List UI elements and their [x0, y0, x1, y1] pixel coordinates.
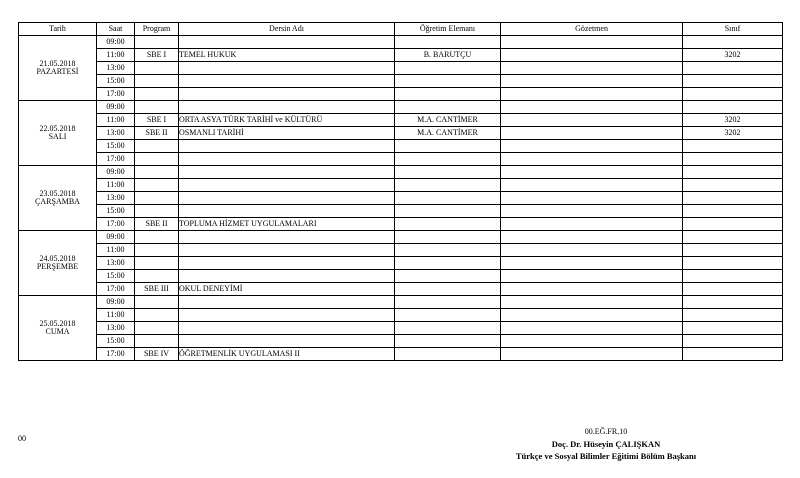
cell-ogretim-elemani [395, 322, 501, 335]
header-row [19, 23, 783, 36]
cell-gozetmen [501, 309, 683, 322]
tarih-date: 23.05.2018 [39, 189, 76, 198]
cell-program [135, 309, 179, 322]
cell-sinif [683, 88, 783, 101]
cell-ogretim-elemani [395, 270, 501, 283]
cell-ogretim-elemani: M.A. CANTİMER [395, 127, 501, 140]
cell-saat: 13:00 [97, 62, 135, 75]
cell-sinif [683, 36, 783, 49]
cell-saat: 17:00 [97, 283, 135, 296]
column-header-saat: Saat [97, 23, 135, 36]
table-row [19, 153, 783, 166]
cell-ogretim-elemani [395, 88, 501, 101]
cell-program [135, 140, 179, 153]
table-row [19, 101, 783, 114]
cell-gozetmen [501, 140, 683, 153]
cell-program [135, 62, 179, 75]
cell-dersin-adi [179, 231, 395, 244]
cell-sinif [683, 244, 783, 257]
cell-ogretim-elemani: B. BARUTÇU [395, 49, 501, 62]
cell-sinif [683, 283, 783, 296]
cell-dersin-adi [179, 244, 395, 257]
table-row [19, 62, 783, 75]
cell-gozetmen [501, 296, 683, 309]
column-header-program: Program [135, 23, 179, 36]
footer-signer-title: Türkçe ve Sosyal Bilimler Eğitimi Bölüm Başkanı [515, 450, 697, 461]
cell-tarih [19, 166, 97, 231]
cell-sinif [683, 270, 783, 283]
cell-dersin-adi [179, 179, 395, 192]
cell-sinif [683, 231, 783, 244]
cell-dersin-adi [179, 88, 395, 101]
cell-ogretim-elemani [395, 335, 501, 348]
cell-saat: 13:00 [97, 127, 135, 140]
column-header-sinif: Sınıf [683, 23, 783, 36]
table-row [19, 114, 783, 127]
cell-dersin-adi [179, 257, 395, 270]
table-row [19, 257, 783, 270]
cell-ogretim-elemani [395, 348, 501, 361]
cell-dersin-adi: ÖĞRETMENLİK UYGULAMASI II [179, 348, 395, 361]
table-row [19, 127, 783, 140]
cell-program [135, 322, 179, 335]
cell-gozetmen [501, 283, 683, 296]
cell-tarih [19, 36, 97, 101]
cell-program: SBE IV [135, 348, 179, 361]
cell-ogretim-elemani [395, 101, 501, 114]
cell-ogretim-elemani [395, 257, 501, 270]
table-row [19, 348, 783, 361]
cell-gozetmen [501, 101, 683, 114]
cell-sinif [683, 257, 783, 270]
cell-saat: 15:00 [97, 205, 135, 218]
cell-program: SBE I [135, 49, 179, 62]
cell-tarih [19, 231, 97, 296]
cell-sinif [683, 218, 783, 231]
cell-gozetmen [501, 322, 683, 335]
cell-gozetmen [501, 36, 683, 49]
tarih-day: PERŞEMBE [36, 262, 79, 271]
cell-ogretim-elemani: M.A. CANTİMER [395, 114, 501, 127]
cell-gozetmen [501, 335, 683, 348]
cell-ogretim-elemani [395, 179, 501, 192]
cell-dersin-adi [179, 166, 395, 179]
cell-ogretim-elemani [395, 153, 501, 166]
cell-gozetmen [501, 75, 683, 88]
cell-saat: 09:00 [97, 101, 135, 114]
cell-dersin-adi [179, 62, 395, 75]
cell-saat: 11:00 [97, 244, 135, 257]
cell-dersin-adi [179, 309, 395, 322]
cell-gozetmen [501, 231, 683, 244]
table-row [19, 205, 783, 218]
cell-saat: 13:00 [97, 322, 135, 335]
cell-gozetmen [501, 153, 683, 166]
cell-dersin-adi [179, 296, 395, 309]
cell-ogretim-elemani [395, 244, 501, 257]
cell-gozetmen [501, 166, 683, 179]
cell-program [135, 205, 179, 218]
cell-sinif [683, 296, 783, 309]
cell-dersin-adi: ORTA ASYA TÜRK TARİHİ ve KÜLTÜRÜ [179, 114, 395, 127]
cell-tarih [19, 101, 97, 166]
cell-program [135, 231, 179, 244]
cell-sinif [683, 192, 783, 205]
cell-saat: 09:00 [97, 166, 135, 179]
cell-saat: 13:00 [97, 192, 135, 205]
cell-program: SBE II [135, 218, 179, 231]
column-header-tarih: Tarih [19, 23, 97, 36]
table-row [19, 36, 783, 49]
cell-ogretim-elemani [395, 309, 501, 322]
cell-gozetmen [501, 244, 683, 257]
footer-page-mark: 00 [18, 434, 26, 443]
cell-program: SBE II [135, 127, 179, 140]
table-row [19, 218, 783, 231]
cell-saat: 15:00 [97, 140, 135, 153]
cell-program [135, 335, 179, 348]
cell-gozetmen [501, 348, 683, 361]
cell-saat: 17:00 [97, 88, 135, 101]
cell-sinif: 3202 [683, 127, 783, 140]
cell-saat: 09:00 [97, 36, 135, 49]
cell-program: SBE III [135, 283, 179, 296]
table-row [19, 335, 783, 348]
tarih-day: CUMA [45, 327, 70, 336]
table-row [19, 166, 783, 179]
cell-ogretim-elemani [395, 283, 501, 296]
cell-program: SBE I [135, 114, 179, 127]
cell-program [135, 257, 179, 270]
cell-tarih [19, 296, 97, 361]
cell-program [135, 166, 179, 179]
cell-sinif [683, 101, 783, 114]
cell-saat: 13:00 [97, 257, 135, 270]
cell-sinif [683, 62, 783, 75]
tarih-day: ÇARŞAMBA [35, 197, 80, 206]
cell-dersin-adi [179, 335, 395, 348]
cell-saat: 11:00 [97, 49, 135, 62]
table-body [19, 36, 783, 361]
cell-dersin-adi [179, 75, 395, 88]
cell-sinif [683, 166, 783, 179]
cell-dersin-adi: OSMANLI TARİHİ [179, 127, 395, 140]
table-row [19, 296, 783, 309]
table-row [19, 75, 783, 88]
cell-sinif: 3202 [683, 49, 783, 62]
column-header-gozetmen: Gözetmen [501, 23, 683, 36]
footer-signer-name: Doç. Dr. Hüseyin ÇALIŞKAN [551, 438, 661, 449]
cell-dersin-adi [179, 270, 395, 283]
cell-ogretim-elemani [395, 296, 501, 309]
table-row [19, 244, 783, 257]
cell-gozetmen [501, 192, 683, 205]
cell-sinif [683, 335, 783, 348]
cell-gozetmen [501, 88, 683, 101]
tarih-date: 24.05.2018 [39, 254, 76, 263]
cell-program [135, 296, 179, 309]
cell-saat: 09:00 [97, 296, 135, 309]
cell-saat: 15:00 [97, 270, 135, 283]
cell-program [135, 36, 179, 49]
cell-ogretim-elemani [395, 231, 501, 244]
cell-ogretim-elemani [395, 62, 501, 75]
column-header-ogretim-elemani: Öğretim Elemanı [395, 23, 501, 36]
cell-ogretim-elemani [395, 75, 501, 88]
cell-dersin-adi [179, 322, 395, 335]
cell-ogretim-elemani [395, 218, 501, 231]
table-row [19, 88, 783, 101]
cell-program [135, 88, 179, 101]
cell-program [135, 179, 179, 192]
cell-sinif [683, 75, 783, 88]
table-row [19, 49, 783, 62]
tarih-date: 21.05.2018 [39, 59, 76, 68]
cell-gozetmen [501, 205, 683, 218]
cell-dersin-adi [179, 205, 395, 218]
cell-ogretim-elemani [395, 192, 501, 205]
cell-program [135, 192, 179, 205]
cell-dersin-adi [179, 192, 395, 205]
tarih-day: SALI [48, 132, 67, 141]
cell-sinif [683, 179, 783, 192]
tarih-date: 25.05.2018 [39, 319, 76, 328]
tarih-date: 22.05.2018 [39, 124, 76, 133]
cell-saat: 15:00 [97, 75, 135, 88]
cell-sinif [683, 153, 783, 166]
cell-saat: 17:00 [97, 153, 135, 166]
footer-signature-block [430, 426, 782, 462]
cell-gozetmen [501, 218, 683, 231]
cell-program [135, 75, 179, 88]
tarih-day: PAZARTESİ [36, 67, 79, 76]
cell-dersin-adi: TEMEL HUKUK [179, 49, 395, 62]
cell-dersin-adi [179, 101, 395, 114]
footer-form-code: 00.EĞ.FR.10 [584, 427, 628, 436]
cell-ogretim-elemani [395, 205, 501, 218]
cell-sinif [683, 322, 783, 335]
table-row [19, 322, 783, 335]
table-row [19, 283, 783, 296]
cell-sinif [683, 309, 783, 322]
cell-saat: 11:00 [97, 114, 135, 127]
cell-sinif [683, 348, 783, 361]
cell-ogretim-elemani [395, 166, 501, 179]
table-row [19, 140, 783, 153]
cell-program [135, 244, 179, 257]
cell-sinif [683, 140, 783, 153]
cell-saat: 11:00 [97, 309, 135, 322]
table-row [19, 192, 783, 205]
cell-sinif [683, 205, 783, 218]
cell-saat: 15:00 [97, 335, 135, 348]
cell-gozetmen [501, 179, 683, 192]
table-header [19, 23, 783, 36]
cell-gozetmen [501, 257, 683, 270]
cell-dersin-adi: OKUL DENEYİMİ [179, 283, 395, 296]
cell-dersin-adi [179, 140, 395, 153]
cell-saat: 17:00 [97, 348, 135, 361]
cell-ogretim-elemani [395, 36, 501, 49]
column-header-dersin-adi: Dersin Adı [179, 23, 395, 36]
cell-dersin-adi [179, 153, 395, 166]
cell-program [135, 270, 179, 283]
cell-gozetmen [501, 114, 683, 127]
cell-gozetmen [501, 127, 683, 140]
cell-saat: 17:00 [97, 218, 135, 231]
cell-saat: 11:00 [97, 179, 135, 192]
cell-gozetmen [501, 49, 683, 62]
cell-ogretim-elemani [395, 140, 501, 153]
cell-dersin-adi [179, 36, 395, 49]
cell-gozetmen [501, 62, 683, 75]
cell-gozetmen [501, 270, 683, 283]
exam-schedule-table [18, 22, 783, 361]
table-row [19, 179, 783, 192]
cell-program [135, 153, 179, 166]
table-row [19, 309, 783, 322]
cell-dersin-adi: TOPLUMA HİZMET UYGULAMALARI [179, 218, 395, 231]
table-row [19, 231, 783, 244]
cell-sinif: 3202 [683, 114, 783, 127]
cell-saat: 09:00 [97, 231, 135, 244]
cell-program [135, 101, 179, 114]
table-row [19, 270, 783, 283]
